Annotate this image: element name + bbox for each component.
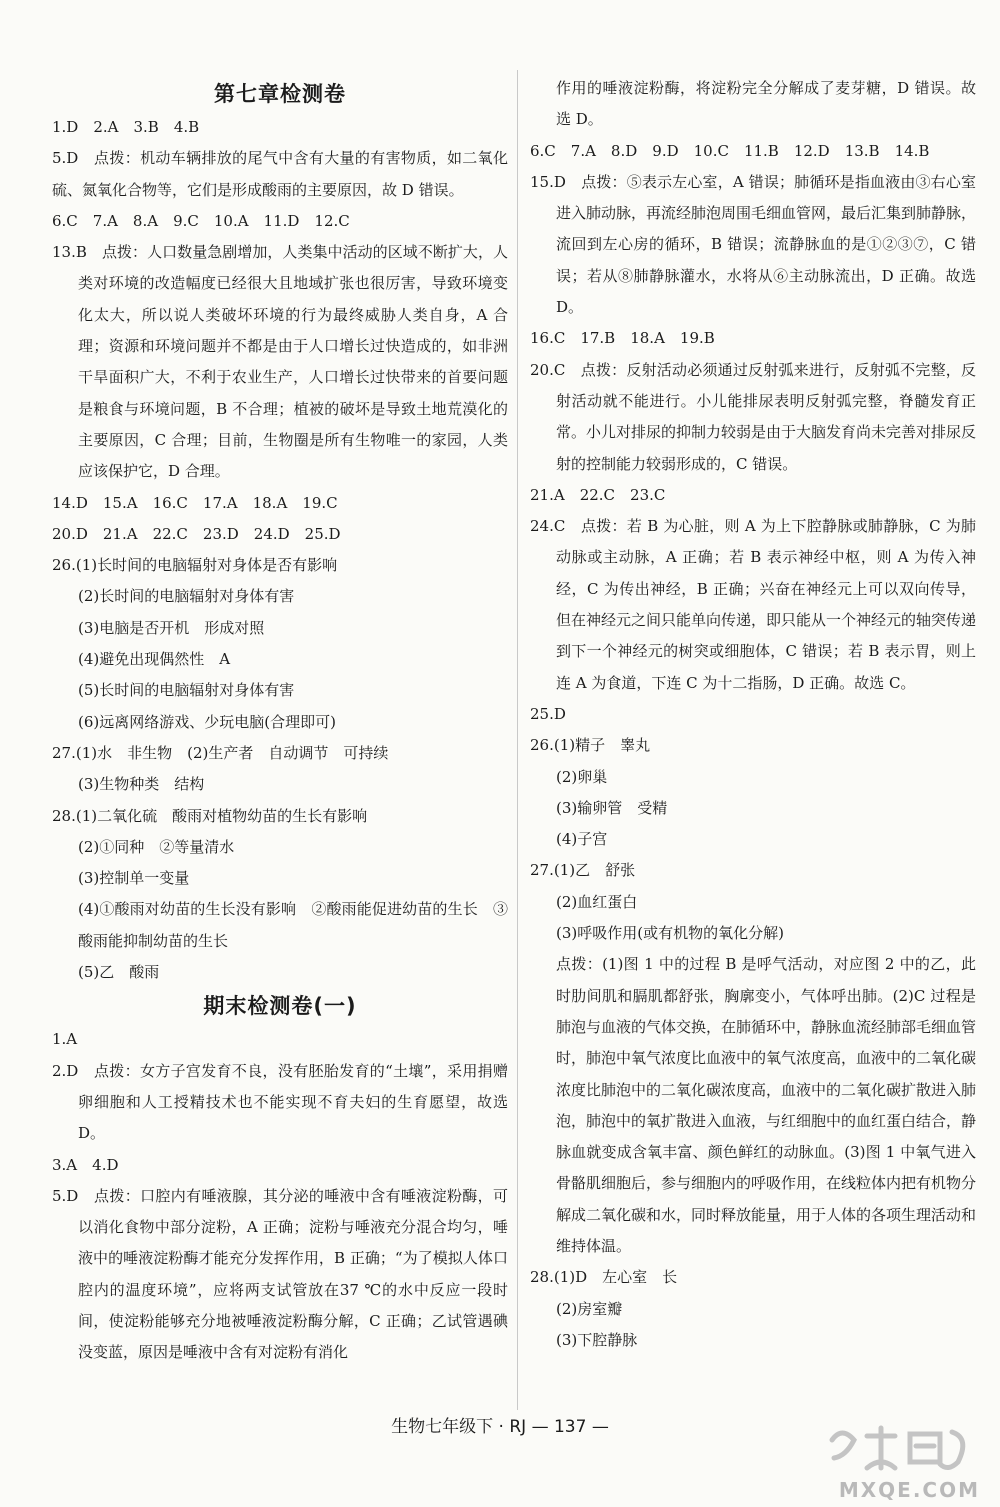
right-column: [530, 73, 976, 1356]
answer-item: 20.D 21.A 22.C 23.D 24.D 25.D: [52, 524, 341, 543]
answer-item: (6)远离网络游戏、少玩电脑(合理即可): [78, 712, 336, 731]
answer-item: 28.(1)二氧化硫 酸雨对植物幼苗的生长有影响: [52, 806, 368, 825]
answer-item: (3)控制单一变量: [78, 869, 190, 888]
answer-item: (4)避免出现偶然性 A: [78, 650, 231, 669]
answer-item: 27.(1)乙 舒张: [530, 861, 636, 880]
answer-item: 25.D: [530, 704, 566, 723]
answer-item: 28.(1)D 左心室 长: [530, 1268, 678, 1287]
answer-item: (3)呼吸作用(或有机物的氧化分解): [556, 924, 784, 943]
answer-item: 27.(1)水 非生物 (2)生产者 自动调节 可持续: [52, 743, 389, 762]
answer-item: (3)电脑是否开机 形成对照: [78, 618, 265, 637]
section-heading: 期末检测卷(一): [203, 994, 357, 1019]
section-heading: 第七章检测卷: [214, 82, 346, 106]
answer-item: 6.C 7.A 8.A 9.C 10.A 11.D 12.C: [52, 211, 350, 230]
answer-item: 15.D 点拨：⑤表示左心室，A 错误；肺循环是指血液由③右心室进入肺动脉，再流经肺泡周围毛细血管网，最后汇集到肺静脉，流回到左心房的循环，B 错误；流静脉血的是①②③⑦，C 错误；若从⑧肺静脉灌水，水将从⑥主动脉流出，D 正确。故选 D。: [530, 172, 977, 317]
answer-item: 24.C 点拨：若 B 为心脏，则 A 为上下腔静脉或肺静脉，C 为肺动脉或主动脉，A 正确；若 B 表示神经中枢，则 A 为传入神经，C 为传出神经，B 正确；兴奋在神经元上可以双向传导，但在神经元之间只能单向传递，即只能从一个神经元的轴突传递到下一个神经元的树突或细胞体，C 错误；若 B 表示胃，则上连 A 为食道，下连 C 为十二指肠，D 正确。故选 C。: [530, 517, 977, 692]
answer-item: 2.D 点拨：女方子宫发育不良，没有胚胎发育的“土壤”，采用捐赠卵细胞和人工授精技术也不能实现不育夫妇的生育愿望，故选 D。: [52, 1061, 508, 1143]
answer-item: (3)生物种类 结构: [78, 775, 205, 794]
watermark-text: MXQE.COM: [838, 1478, 980, 1502]
answer-item: (5)乙 酸雨: [78, 963, 160, 982]
answer-item: 5.D 点拨：机动车辆排放的尾气中含有大量的有害物质，如二氧化硫、氮氧化合物等，它们是形成酸雨的主要原因，故 D 错误。: [52, 149, 508, 199]
answer-item: 13.B 点拨：人口数量急剧增加，人类集中活动的区域不断扩大，人类对环境的改造幅度已经很大且地域扩张也很厉害，导致环境变化太大，所以说人类破坏环境的行为最终威胁人类自身，A 合理；资源和环境问题并不都是由于人口增长过快造成的，如非洲干旱面积广大，不利于农业生产，人口增长过快带来的首要问题是粮食与环境问题，B 不合理；植被的破坏是导致土地荒漠化的主要原因，C 合理；目前，生物圈是所有生物唯一的家园，人类应该保护它，D 合理。: [52, 243, 508, 481]
answer-item: (3)下腔静脉: [556, 1330, 638, 1349]
answer-item: (4)①酸雨对幼苗的生长没有影响 ②酸雨能促进幼苗的生长 ③酸雨能抑制幼苗的生长: [78, 900, 508, 950]
left-column: [52, 76, 508, 1369]
answer-item: 5.D 点拨：口腔内有唾液腺，其分泌的唾液中含有唾液淀粉酶，可以消化食物中部分淀粉，A 正确；淀粉与唾液充分混合均匀，唾液中的唾液淀粉酶才能充分发挥作用，B 正确；“为了模拟人体口腔内的温度环境”，应将两支试管放在37 ℃的水中反应一段时间，使淀粉能够充分地被唾液淀粉酶分解，C 正确；乙试管遇碘没变蓝，原因是唾液中含有对淀粉有消化: [52, 1186, 508, 1362]
answer-item: 点拨：(1)图 1 中的过程 B 是呼气活动，对应图 2 中的乙，此时肋间肌和膈肌都舒张，胸廓变小，气体呼出肺。(2)C 过程是肺泡与血液的气体交换，在肺循环中，静脉血流经肺部毛细血管时，肺泡中氧气浓度比血液中的氧气浓度高，血液中的二氧化碳浓度比肺泡中的二氧化碳浓度高，血液中的二氧化碳扩散进入肺泡，肺泡中的氧扩散进入血液，与红细胞中的血红蛋白结合，静脉血就变成含氧丰富、颜色鲜红的动脉血。(3)图 1 中氧气进入骨骼肌细胞后，参与细胞内的呼吸作用，在线粒体内把有机物分解成二氧化碳和水，同时释放能量，用于人体的各项生理活动和维持体温。: [556, 955, 977, 1255]
answer-item: (5)长时间的电脑辐射对身体有害: [78, 681, 295, 700]
answer-item: (2)血红蛋白: [556, 892, 638, 911]
page-footer: 生物七年级下 · RJ — 137 —: [391, 1417, 609, 1437]
answer-item: 3.A 4.D: [52, 1155, 119, 1174]
answer-item: 26.(1)长时间的电脑辐射对身体是否有影响: [52, 556, 338, 575]
answer-item: 6.C 7.A 8.D 9.D 10.C 11.B 12.D 13.B 14.B: [530, 141, 930, 160]
answer-item: (3)输卵管 受精: [556, 798, 668, 817]
answer-item: 1.A: [52, 1030, 78, 1049]
answer-item: 14.D 15.A 16.C 17.A 18.A 19.C: [52, 493, 338, 512]
answer-item: (2)①同种 ②等量清水: [78, 837, 235, 856]
answer-item: 21.A 22.C 23.C: [530, 485, 666, 504]
answer-item: 20.C 点拨：反射活动必须通过反射弧来进行，反射弧不完整，反射活动就不能进行。小儿能排尿表明反射弧完整，脊髓发育正常。小儿对排尿的抑制力较弱是由于大脑发育尚未完善对排尿反射的控制能力较弱形成的，C 错误。: [530, 360, 977, 473]
answer-item: (2)房室瓣: [556, 1299, 623, 1318]
answer-item: 1.D 2.A 3.B 4.B: [52, 118, 200, 136]
column-divider: [517, 70, 518, 1410]
answer-item: (2)卵巢: [556, 767, 608, 786]
answer-item: (2)长时间的电脑辐射对身体有害: [78, 587, 295, 606]
answer-item: (4)子宫: [556, 830, 608, 849]
answer-item: 26.(1)精子 睾丸: [530, 736, 651, 755]
answer-item: 作用的唾液淀粉酶，将淀粉完全分解成了麦芽糖，D 错误。故选 D。: [556, 79, 976, 129]
answer-item: 16.C 17.B 18.A 19.B: [530, 329, 715, 348]
